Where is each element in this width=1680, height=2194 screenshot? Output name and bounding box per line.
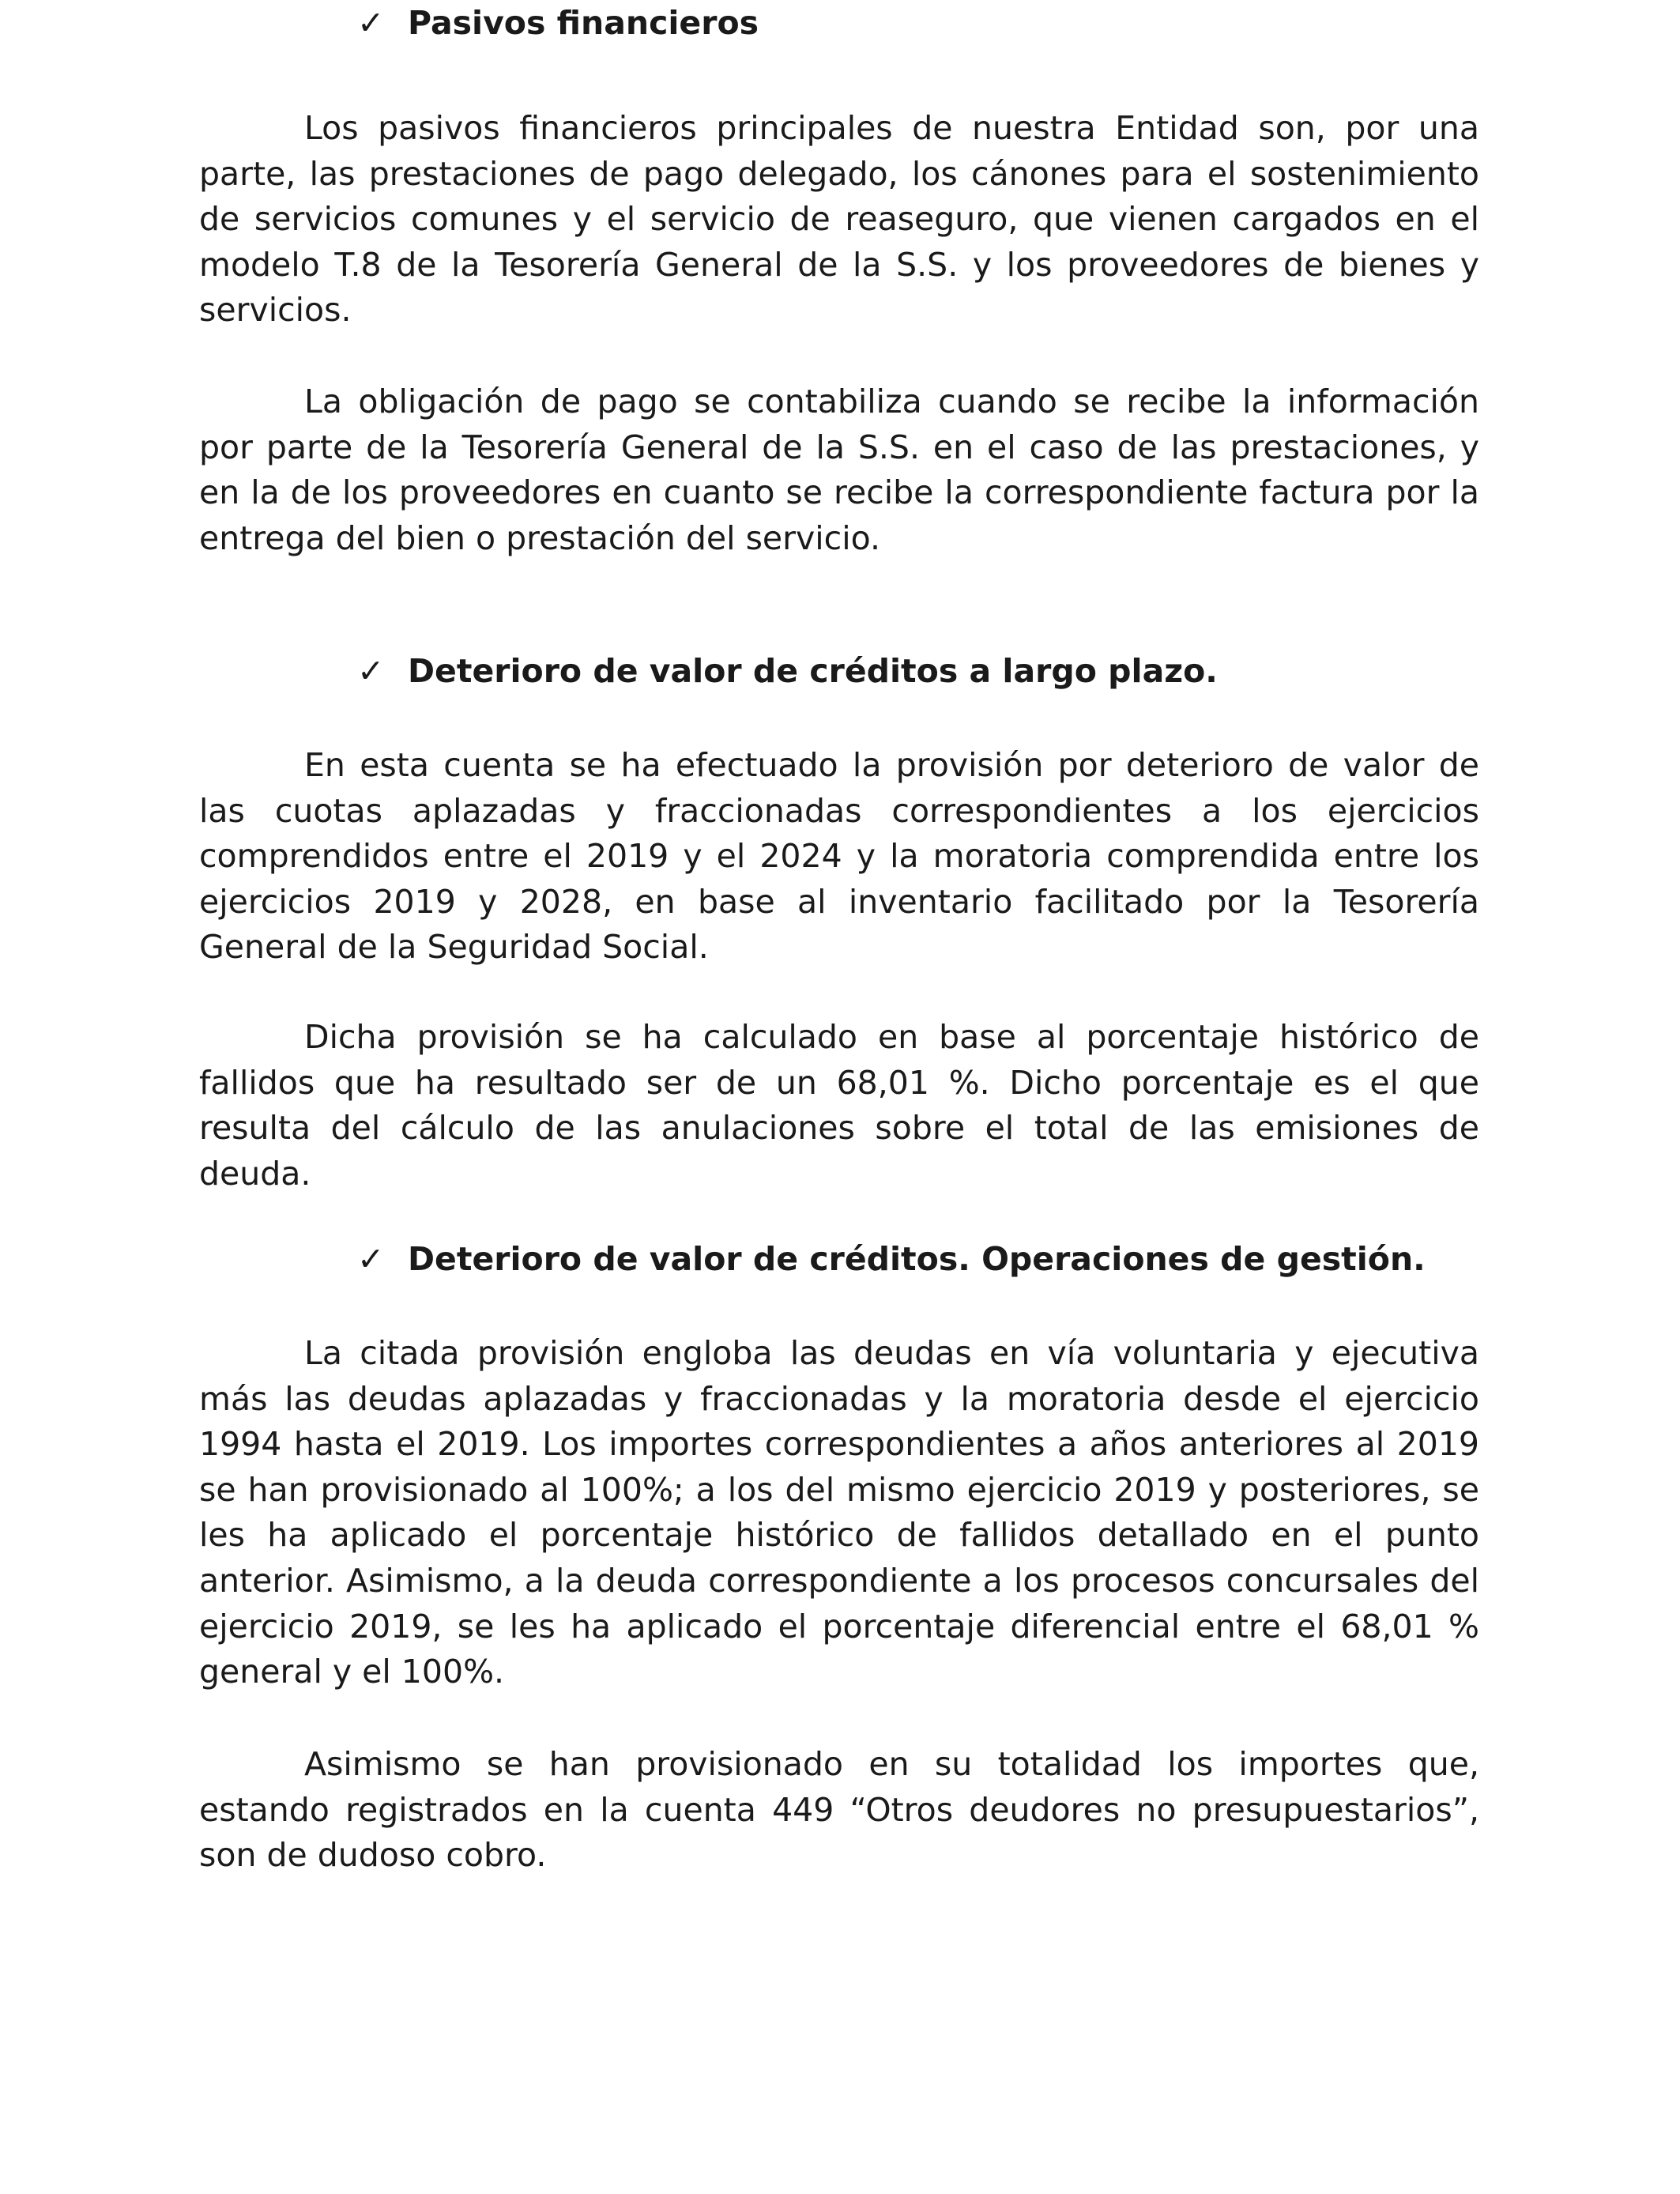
- section-heading: [357, 1236, 1426, 1282]
- checkmark-icon: ✓: [357, 652, 385, 690]
- body-paragraph: Los pasivos financieros principales de nuestra Entidad son, por una parte, las prestaciones de pago delegado, los cánones para el sostenimiento de servicios comunes y el servicio de reaseguro, que vienen cargados en el modelo T.8 de la Tesorería General de la S.S. y los proveedores de bienes y servicios.: [199, 109, 1479, 330]
- section-title: Pasivos financieros: [408, 4, 759, 42]
- body-paragraph: La citada provisión engloba las deudas en vía voluntaria y ejecutiva más las deudas aplazadas y fraccionadas y la moratoria desde el ejercicio 1994 hasta el 2019. Los importes correspondientes a años anteriores al 2019 se han provisionado al 100%; a los del mismo ejercicio 2019 y posteriores, se les ha aplicado el porcentaje histórico de fallidos detallado en el punto anterior. Asimismo, a la deuda correspondiente a los procesos concursales del ejercicio 2019, se les ha aplicado el porcentaje diferencial entre el 68,01 % general y el 100%.: [199, 1334, 1479, 1691]
- body-paragraph: La obligación de pago se contabiliza cuando se recibe la información por parte de la Tesorería General de la S.S. en el caso de las prestaciones, y en la de los proveedores en cuanto se recibe la correspondiente factura por la entrega del bien o prestación del servicio.: [199, 383, 1479, 557]
- section-heading: [357, 0, 759, 46]
- section-heading: [357, 648, 1218, 694]
- body-paragraph: En esta cuenta se ha efectuado la provisión por deterioro de valor de las cuotas aplazadas y fraccionadas correspondientes a los ejercicios comprendidos entre el 2019 y el 2024 y la moratoria comprendida entre los ejercicios 2019 y 2028, en base al inventario facilitado por la Tesorería General de la Seguridad Social.: [199, 746, 1479, 967]
- section-title: Deterioro de valor de créditos a largo plazo.: [408, 652, 1218, 690]
- checkmark-icon: ✓: [357, 1240, 385, 1278]
- body-paragraph: Dicha provisión se ha calculado en base al porcentaje histórico de fallidos que ha resultado ser de un 68,01 %. Dicho porcentaje es el que resulta del cálculo de las anulaciones sobre el total de las emisiones de deuda.: [199, 1018, 1479, 1193]
- body-paragraph: Asimismo se han provisionado en su totalidad los importes que, estando registrados en la cuenta 449 “Otros deudores no presupuestarios”, son de dudoso cobro.: [199, 1745, 1479, 1875]
- section-title: Deterioro de valor de créditos. Operaciones de gestión.: [408, 1240, 1426, 1278]
- checkmark-icon: ✓: [357, 4, 385, 42]
